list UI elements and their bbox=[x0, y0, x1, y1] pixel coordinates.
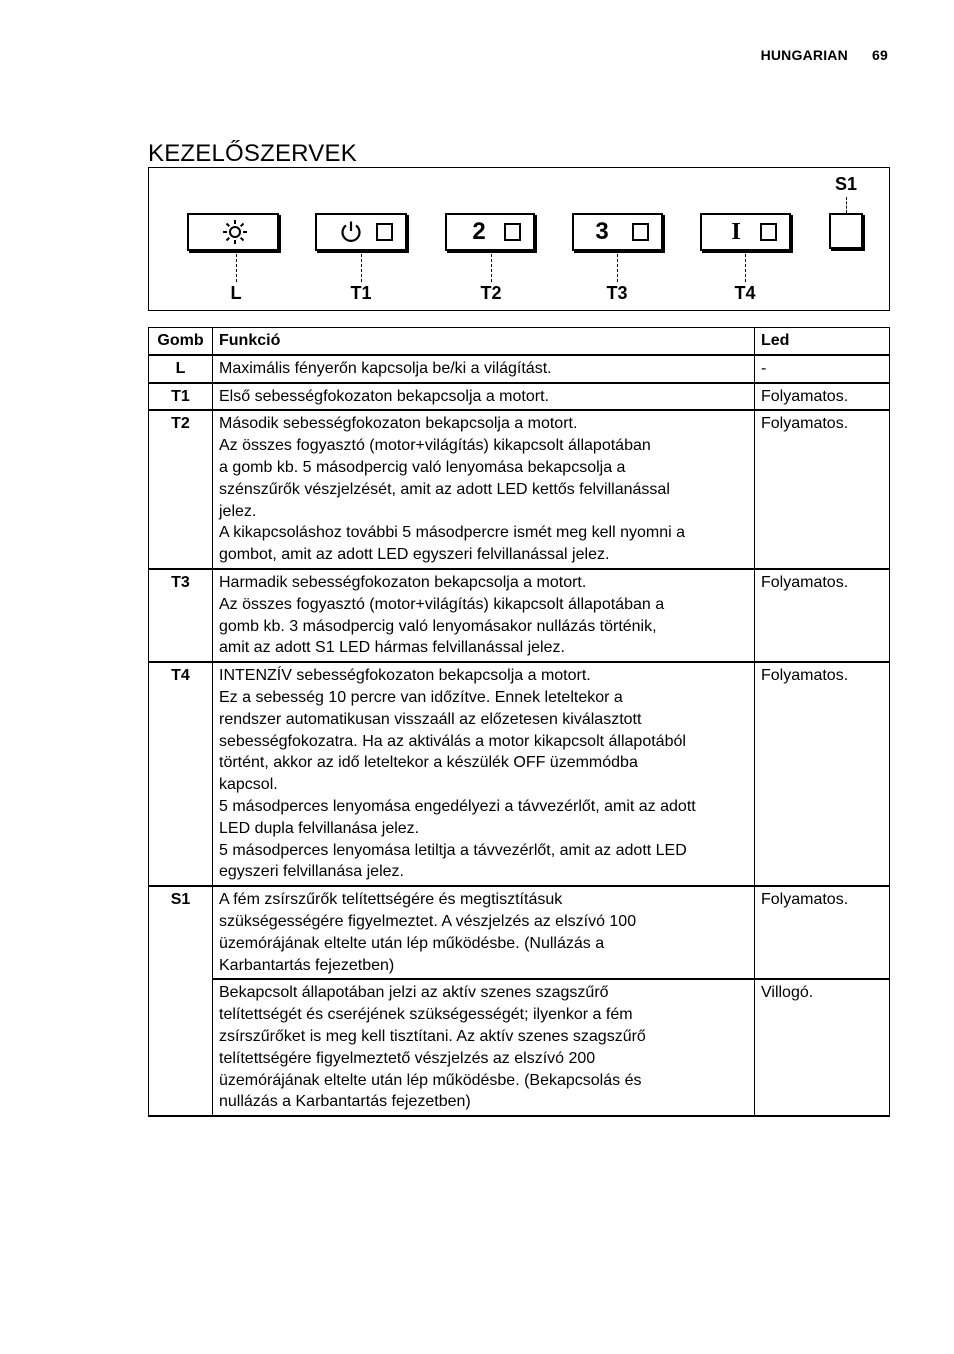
label-t3: T3 bbox=[606, 283, 628, 303]
function-text-line: szénszűrők vészjelzését, amit az adott LED kettős felvillanással bbox=[219, 480, 670, 498]
row-led: Folyamatos. bbox=[755, 662, 890, 886]
row-function bbox=[213, 979, 755, 1116]
table-header-row bbox=[149, 328, 890, 355]
function-text-line: A kikapcsoláshoz további 5 másodpercre ismét meg kell nyomni a bbox=[219, 524, 685, 542]
function-text-line: zsírszűrőket is meg kell tisztítani. Az aktív szenes szagszűrő bbox=[219, 1027, 646, 1045]
row-key: L bbox=[149, 355, 213, 383]
function-text-line: A fém zsírszűrők telítettségére és megtisztításuk bbox=[219, 891, 563, 909]
function-text-line: Maximális fényerőn kapcsolja be/ki a világítást. bbox=[219, 359, 552, 377]
row-led: Folyamatos. bbox=[755, 569, 890, 662]
language-label: HUNGARIAN bbox=[760, 47, 848, 63]
row-led: Folyamatos. bbox=[755, 886, 890, 979]
row-function bbox=[213, 569, 755, 662]
function-text-line: Második sebességfokozaton bekapcsolja a motort. bbox=[219, 415, 578, 433]
function-text-line: Az összes fogyasztó (motor+világítás) kikapcsolt állapotában a bbox=[219, 595, 665, 613]
label-t2: T2 bbox=[480, 283, 502, 303]
leader-line-t3 bbox=[617, 254, 618, 282]
leader-line-t1 bbox=[361, 254, 362, 282]
row-key: T3 bbox=[149, 569, 213, 662]
label-l: L bbox=[230, 283, 242, 303]
function-text-line: a gomb kb. 5 másodpercig való lenyomása bekapcsolja a bbox=[219, 458, 626, 476]
leader-line-t4 bbox=[745, 254, 746, 282]
function-text-line: egyszeri felvillanása jelez. bbox=[219, 863, 404, 881]
button-t3 bbox=[572, 213, 663, 251]
row-led: Folyamatos. bbox=[755, 383, 890, 411]
function-text-line: történt, akkor az idő leteltekor a készülék OFF üzemmódba bbox=[219, 754, 638, 772]
row-function bbox=[213, 662, 755, 886]
function-text-line: üzemórájának eltelte után lép működésbe. (Nullázás a bbox=[219, 934, 605, 952]
row-key: T4 bbox=[149, 662, 213, 886]
row-key: T2 bbox=[149, 410, 213, 569]
page-number: 69 bbox=[872, 47, 888, 63]
function-text-line: LED dupla felvillanása jelez. bbox=[219, 819, 420, 837]
function-text-line: INTENZÍV sebességfokozaton bekapcsolja a motort. bbox=[219, 667, 591, 685]
label-t1: T1 bbox=[350, 283, 372, 303]
button-s1 bbox=[829, 213, 863, 249]
function-text-line: Bekapcsolt állapotában jelzi az aktív szenes szagszűrő bbox=[219, 984, 609, 1002]
power-icon bbox=[331, 219, 371, 245]
table-row bbox=[149, 410, 890, 569]
function-text-line: 5 másodperces lenyomása engedélyezi a távvezérlőt, amit az adott bbox=[219, 797, 696, 815]
leader-line-t2 bbox=[491, 254, 492, 282]
leader-line-s1 bbox=[846, 197, 847, 213]
function-text-line: sebességfokozatra. Ha az aktiválás a motor kikapcsolt állapotából bbox=[219, 732, 686, 750]
function-text-line: gombot, amit az adott LED egyszeri felvillanással jelez. bbox=[219, 546, 610, 564]
button-t4-symbol: I bbox=[731, 218, 741, 245]
table-row bbox=[149, 383, 890, 411]
function-text-line: nullázás a Karbantartás fejezetben) bbox=[219, 1093, 471, 1111]
table-row bbox=[149, 979, 890, 1116]
table-row bbox=[149, 886, 890, 979]
column-header-funkcio: Funkció bbox=[213, 328, 755, 355]
function-text-line: Harmadik sebességfokozaton bekapcsolja a motort. bbox=[219, 573, 587, 591]
button-t2-symbol: 2 bbox=[472, 218, 486, 245]
row-function bbox=[213, 355, 755, 383]
page-header bbox=[761, 47, 888, 63]
section-title: KEZELŐSZERVEK bbox=[148, 140, 357, 167]
function-text-line: szükségességére figyelmeztet. A vészjelzés az elszívó 100 bbox=[219, 912, 637, 930]
button-t3-symbol: 3 bbox=[595, 218, 609, 245]
led-t2 bbox=[504, 223, 521, 241]
row-led: Villogó. bbox=[755, 979, 890, 1116]
led-t3 bbox=[632, 223, 649, 241]
led-t1 bbox=[376, 223, 393, 241]
function-text-line: telítettségére figyelmeztető vészjelzés az elszívó 200 bbox=[219, 1049, 596, 1067]
row-key: T1 bbox=[149, 383, 213, 411]
function-table bbox=[148, 327, 890, 1117]
led-t4 bbox=[760, 223, 777, 241]
button-t2 bbox=[445, 213, 535, 251]
row-function bbox=[213, 410, 755, 569]
row-function bbox=[213, 383, 755, 411]
function-text-line: Az összes fogyasztó (motor+világítás) kikapcsolt állapotában bbox=[219, 437, 651, 455]
table-row bbox=[149, 355, 890, 383]
table-row bbox=[149, 662, 890, 886]
column-header-led: Led bbox=[755, 328, 890, 355]
function-text-line: gomb kb. 3 másodpercig való lenyomásakor nullázás történik, bbox=[219, 617, 657, 635]
function-text-line: jelez. bbox=[219, 502, 257, 520]
function-text-line: Karbantartás fejezetben) bbox=[219, 956, 395, 974]
button-l bbox=[187, 213, 279, 251]
label-s1: S1 bbox=[834, 174, 858, 194]
function-text-line: kapcsol. bbox=[219, 776, 278, 794]
row-led: - bbox=[755, 355, 890, 383]
function-text-line: Ez a sebesség 10 percre van időzítve. Ennek leteltekor a bbox=[219, 688, 623, 706]
leader-line-l bbox=[236, 254, 237, 282]
function-text-line: amit az adott S1 LED hármas felvillanással jelez. bbox=[219, 639, 565, 657]
row-key: S1 bbox=[149, 886, 213, 979]
function-text-line: üzemórájának eltelte után lép működésbe. (Bekapcsolás és bbox=[219, 1071, 642, 1089]
control-panel-diagram bbox=[148, 167, 890, 311]
function-text-line: Első sebességfokozaton bekapcsolja a motort. bbox=[219, 387, 549, 405]
row-led: Folyamatos. bbox=[755, 410, 890, 569]
label-t4: T4 bbox=[734, 283, 756, 303]
function-text-line: 5 másodperces lenyomása letiltja a távvezérlőt, amit az adott LED bbox=[219, 841, 687, 859]
function-text-line: rendszer automatikusan visszaáll az előzetesen kiválasztott bbox=[219, 710, 642, 728]
function-text-line: telítettségét és cseréjének szükségességét; ilyenkor a fém bbox=[219, 1006, 633, 1024]
button-t4 bbox=[700, 213, 791, 251]
table-row bbox=[149, 569, 890, 662]
column-header-gomb: Gomb bbox=[149, 328, 213, 355]
row-function bbox=[213, 886, 755, 979]
sun-icon bbox=[215, 219, 255, 245]
button-t1 bbox=[315, 213, 407, 251]
row-key bbox=[149, 979, 213, 1116]
